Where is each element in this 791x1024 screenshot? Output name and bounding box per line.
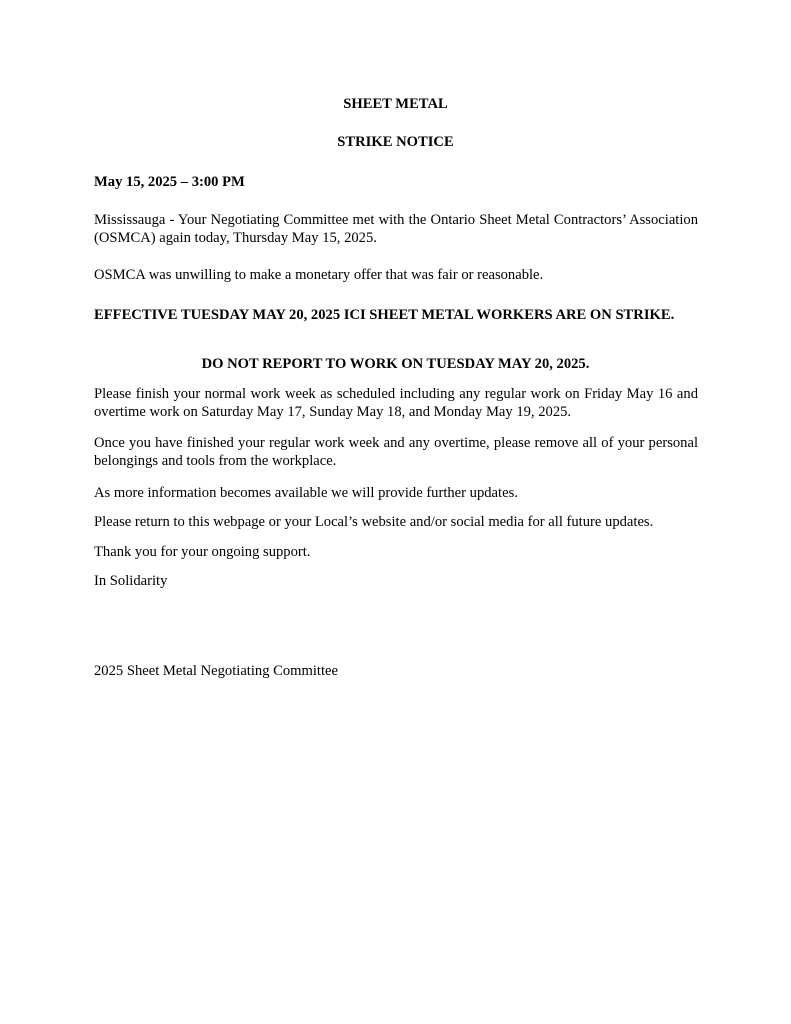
paragraph-belongings: Once you have finished your regular work week and any overtime, please remove all of your personal belongings and tools from the workplace. bbox=[94, 435, 698, 469]
date-line: May 15, 2025 – 3:00 PM bbox=[94, 174, 245, 190]
paragraph-thanks: Thank you for your ongoing support. bbox=[94, 544, 311, 560]
document-title: SHEET METAL bbox=[343, 96, 448, 112]
signature-line: 2025 Sheet Metal Negotiating Committee bbox=[94, 663, 338, 679]
paragraph-strike-effective: EFFECTIVE TUESDAY MAY 20, 2025 ICI SHEET METAL WORKERS ARE ON STRIKE. bbox=[94, 307, 675, 323]
paragraph-meeting: Mississauga - Your Negotiating Committee met with the Ontario Sheet Metal Contractors’ Association (OSMCA) again today, Thursday May 15, 2025. bbox=[94, 212, 698, 246]
paragraph-finish-week: Please finish your normal work week as scheduled including any regular work on Friday May 16 and overtime work on Saturday May 17, Sunday May 18, and Monday May 19, 2025. bbox=[94, 386, 698, 420]
paragraph-return-webpage: Please return to this webpage or your Local’s website and/or social media for all future updates. bbox=[94, 514, 654, 530]
paragraph-updates: As more information becomes available we will provide further updates. bbox=[94, 485, 518, 501]
closing-line: In Solidarity bbox=[94, 573, 168, 589]
paragraph-offer: OSMCA was unwilling to make a monetary offer that was fair or reasonable. bbox=[94, 267, 544, 283]
document-subtitle: STRIKE NOTICE bbox=[337, 134, 454, 150]
paragraph-do-not-report: DO NOT REPORT TO WORK ON TUESDAY MAY 20, 2025. bbox=[201, 356, 590, 372]
